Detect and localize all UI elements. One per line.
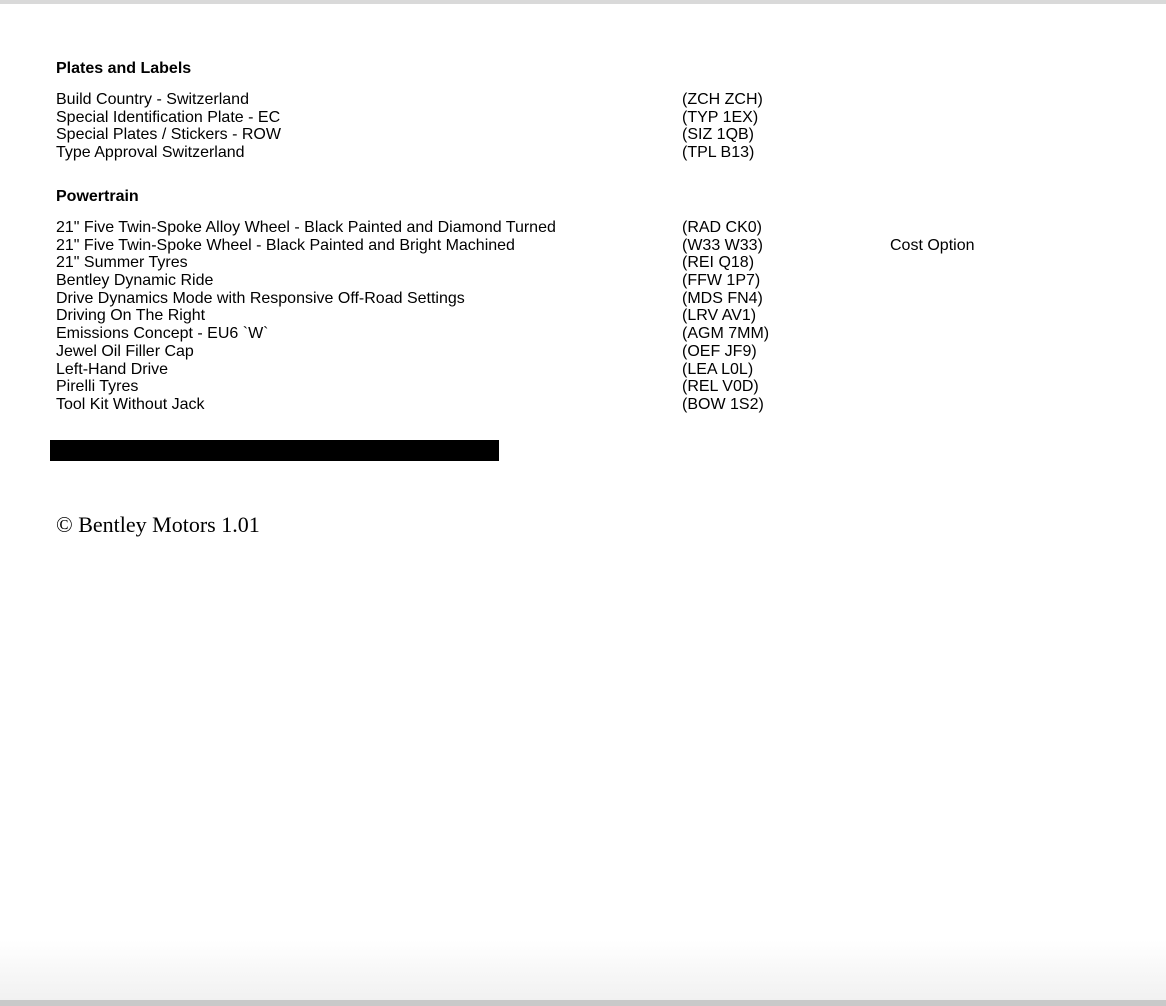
item-code: (TYP 1EX) xyxy=(682,108,759,126)
item-name: Left-Hand Drive xyxy=(56,360,169,378)
item-code: (ZCH ZCH) xyxy=(682,91,763,108)
redaction-bar xyxy=(50,440,499,461)
item-code: (MDS FN4) xyxy=(682,289,763,307)
item-code: (FFW 1P7) xyxy=(682,272,761,290)
item-name: Pirelli Tyres xyxy=(56,378,139,396)
list-item xyxy=(56,307,1056,325)
item-name: Build Country - Switzerland xyxy=(56,91,249,108)
item-name: Bentley Dynamic Ride xyxy=(56,272,214,290)
copyright-footer: © Bentley Motors 1.01 xyxy=(56,512,260,537)
item-name: Emissions Concept - EU6 `W` xyxy=(56,325,269,343)
list-item xyxy=(56,378,1056,396)
item-name: 21" Summer Tyres xyxy=(56,254,188,272)
item-name: Special Identification Plate - EC xyxy=(56,108,281,126)
item-code: (SIZ 1QB) xyxy=(682,126,755,144)
list-item xyxy=(56,219,1056,237)
section-title-powertrain: Powertrain xyxy=(56,188,139,205)
item-code: (REL V0D) xyxy=(682,378,759,396)
item-name: Tool Kit Without Jack xyxy=(56,395,205,413)
list-item xyxy=(56,343,1056,361)
item-code: (TPL B13) xyxy=(682,144,755,162)
item-name: Driving On The Right xyxy=(56,307,206,325)
list-item xyxy=(56,254,1056,272)
item-code: (REI Q18) xyxy=(682,254,755,272)
list-item xyxy=(56,290,1056,308)
list-item xyxy=(56,144,1056,162)
item-note: Cost Option xyxy=(890,236,975,254)
item-name: Special Plates / Stickers - ROW xyxy=(56,126,281,144)
item-name: 21" Five Twin-Spoke Alloy Wheel - Black Painted and Diamond Turned xyxy=(56,219,556,236)
list-item xyxy=(56,91,1056,109)
item-name: Jewel Oil Filler Cap xyxy=(56,342,194,360)
list-item xyxy=(56,272,1056,290)
list-item xyxy=(56,126,1056,144)
item-name: Drive Dynamics Mode with Responsive Off-Road Settings xyxy=(56,289,465,307)
item-code: (W33 W33) xyxy=(682,236,763,254)
powertrain-list xyxy=(56,219,1056,414)
item-name: 21" Five Twin-Spoke Wheel - Black Painted and Bright Machined xyxy=(56,236,515,254)
list-item xyxy=(56,325,1056,343)
list-item xyxy=(56,361,1056,379)
item-code: (LRV AV1) xyxy=(682,307,757,325)
list-item xyxy=(56,109,1056,127)
item-code: (AGM 7MM) xyxy=(682,325,770,343)
list-item xyxy=(56,237,1056,255)
item-name: Type Approval Switzerland xyxy=(56,144,245,162)
item-code: (BOW 1S2) xyxy=(682,395,764,413)
list-item xyxy=(56,396,1056,414)
page-top-edge xyxy=(0,0,1166,4)
page-bottom-shade xyxy=(0,940,1166,1000)
item-code: (OEF JF9) xyxy=(682,342,757,360)
item-code: (RAD CK0) xyxy=(682,219,763,236)
section-title-plates-and-labels: Plates and Labels xyxy=(56,60,192,77)
plates-and-labels-list xyxy=(56,91,1056,162)
page-bottom-edge xyxy=(0,1000,1166,1006)
item-code: (LEA L0L) xyxy=(682,360,754,378)
